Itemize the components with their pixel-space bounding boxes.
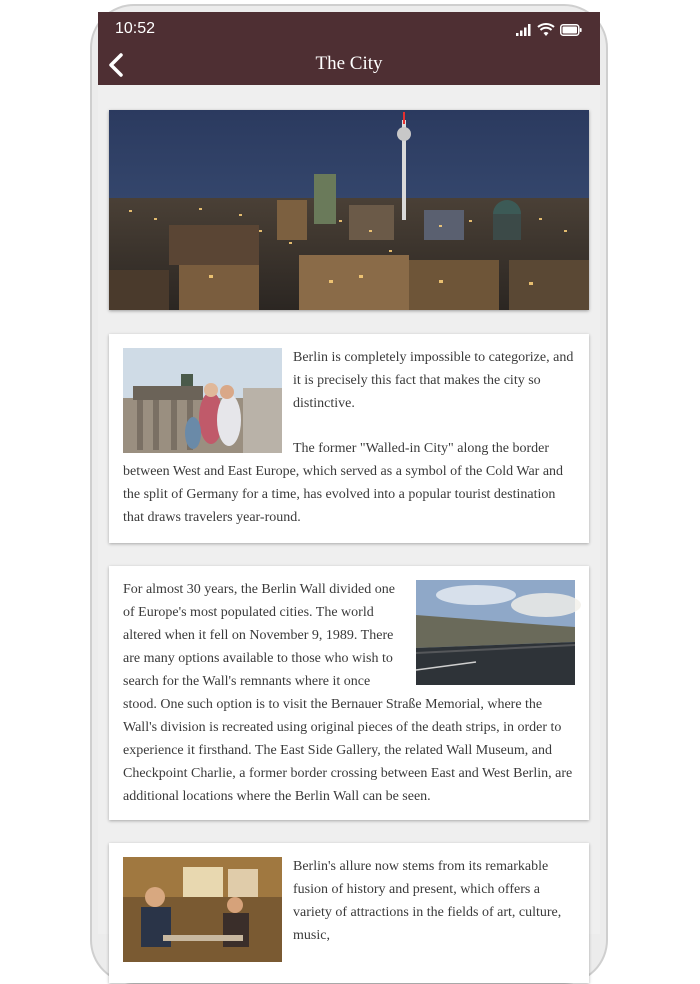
wifi-icon	[538, 24, 554, 36]
app-header	[98, 12, 600, 85]
page-title: The City	[315, 53, 383, 74]
image-berlin-wall	[416, 580, 575, 685]
status-icons	[516, 22, 582, 36]
skyline-illustration	[109, 110, 589, 310]
card3-paragraph-1: Berlin's allure now stems from its remarkable fusion of history and present, which offers a variety of attractions in the fields of art, culture, music,	[293, 859, 562, 943]
image-brandenburg-gate	[123, 348, 282, 453]
hero-image-berlin-skyline	[109, 110, 589, 310]
right-margin	[614, 0, 700, 934]
card1-paragraph-2: The former "Walled-in City" along the border between West and East Europe, which served as a symbol of the Cold War and the split of Germany for a time, has evolved into a popular tourist destination that draws travelers year-round.	[123, 441, 564, 525]
battery-icon	[560, 24, 582, 36]
image-berlin-cafe	[123, 857, 282, 962]
signal-icon	[516, 24, 532, 36]
card1-paragraph-1: Berlin is completely impossible to categorize, and it is precisely this fact that makes the city so distinctive.	[293, 350, 574, 411]
status-time: 10:52	[115, 20, 156, 37]
phone-screen	[98, 12, 600, 943]
card2-paragraph-1: For almost 30 years, the Berlin Wall divided one of Europe's most populated cities. The world altered when it fell on November 9, 1989. There are many options available to those who wish to search for the Wall's remnants where it once stood. One such option is to visit the Bernauer Straße Memorial, where the Wall's division is recreated using original pieces of the death strips, in order to experience it firsthand. The East Side Gallery, the related Wall Museum, and Checkpoint Charlie, a former border crossing between East and West Berlin, are additional locations where the Berlin Wall can be seen.	[123, 582, 573, 804]
left-margin	[0, 0, 86, 934]
content-card-2	[109, 566, 589, 820]
content-card-3	[109, 843, 589, 983]
content-card-1	[109, 334, 589, 543]
